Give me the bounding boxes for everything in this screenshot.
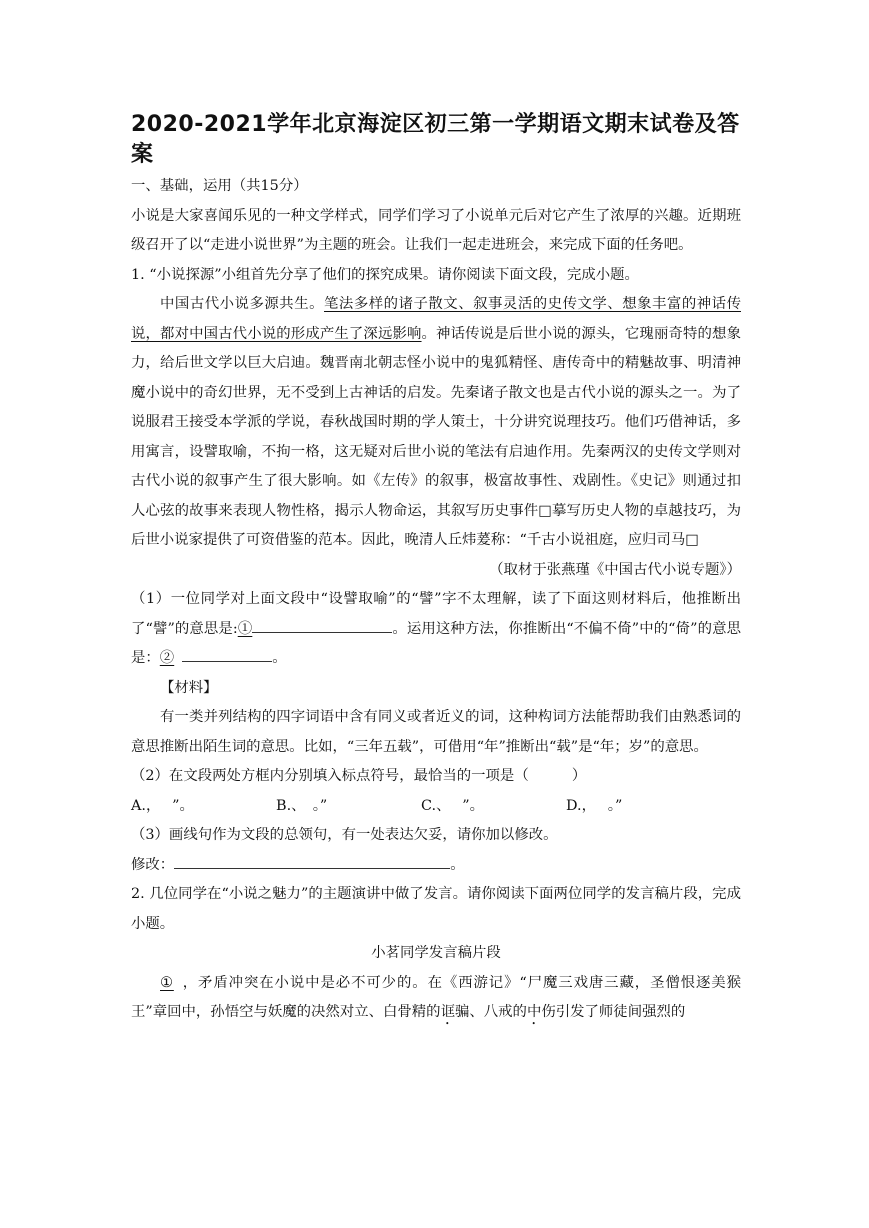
question-1-prompt: 1. “小说探源”小组首先分享了他们的探究成果。请你阅读下面文段，完成小题。 (131, 266, 639, 283)
intro-paragraph: 小说是大家喜闻乐见的一种文学样式，同学们学习了小说单元后对它产生了浓厚的兴趣。近期班级召开了以“走进小说世界”为主题的班会。让我们一起走进班会，来完成下面的任务吧。 (131, 207, 741, 253)
revise-line (131, 851, 741, 881)
sub-question-1-end: 。 (272, 650, 287, 666)
circle-mark-1: ① (237, 620, 253, 637)
underlined-topic-sentence: 笔法多样的诸子散文、叙事灵活的史传文学、想象丰富的神话传说，都对中国古代小说的形成产生了深远影响 (131, 296, 741, 342)
sub-question-1-text-a: （1）一位同学对上面文段中“设譬取喻”的“譬”字不太理解，读了下面这则材料后，他推断出了“譬”的意思是: (131, 591, 741, 637)
passage-start: 中国古代小说多源共生。 (160, 296, 325, 312)
option-c[interactable]: C.、 ”。 (421, 797, 484, 814)
dotted-char-1: 诓 (440, 1004, 455, 1020)
circle-mark-3: ① (160, 974, 174, 991)
revise-label: 修改： (131, 856, 175, 873)
sub-question-1-text-b: 。运用这种方法，你推断出“不偏不倚”中的“倚”的意思是： (131, 620, 741, 666)
material-text: 有一类并列结构的四字词语中含有同义或者近义的词，这种构词方法能帮助我们由熟悉词的意思推断出陌生词的意思。比如，“三年五载”，可借用“年”推断出“载”是“年；岁”的意思。 (131, 709, 741, 755)
revise-end: 。 (450, 856, 465, 873)
option-a[interactable]: A.， ”。 (131, 797, 194, 814)
sub-question-2: （2）在文段两处方框内分别填入标点符号，最恰当的一项是（ ） (131, 768, 587, 784)
revise-blank[interactable] (174, 854, 450, 869)
material-label: 【材料】 (160, 679, 218, 696)
answer-blank-1[interactable] (252, 618, 392, 633)
circle-mark-2: ② (159, 650, 175, 666)
question-2-prompt: 2. 几位同学在“小说之魅力”的主题演讲中做了发言。请你阅读下面两位同学的发言稿片段，完成小题。 (131, 886, 741, 932)
sub-question-3: （3）画线句作为文段的总领句，有一处表达欠妥，请你加以修改。 (131, 827, 558, 843)
speech-text-c: 伤引发了师徒间强烈的 (541, 1004, 686, 1020)
document-title: 2020-2021学年北京海淀区初三第一学期语文期末试卷及答案 (131, 112, 740, 167)
sub-question-1 (131, 585, 741, 674)
answer-blank-2[interactable] (182, 647, 272, 662)
speech-heading: 小茗同学发言稿片段 (371, 945, 501, 961)
dotted-char-2: 中 (526, 1004, 542, 1020)
option-b[interactable]: B.、 。” (276, 797, 328, 814)
passage-paragraph (131, 290, 741, 556)
document-content (131, 110, 741, 1028)
passage-source: （取材于张燕瑾《中国古代小说专题》） (489, 561, 741, 578)
section-heading: 一、基础，运用（共15分） (131, 178, 308, 194)
answer-options (131, 792, 741, 822)
option-d[interactable]: D.， 。” (566, 797, 623, 814)
passage-rest: 。神话传说是后世小说的源头，它瑰丽奇特的想象力，给后世文学以巨大启迪。魏晋南北朝志怪小说中的鬼狐精怪、唐传奇中的精魅故事、明清神魔小说中的奇幻世界，无不受到上古神话的启发。先秦诸子散文也是古代小说的源头之一。为了说服君王接受本学派的学说，春秋战国时期的学人策士，十分讲究说理技巧。他们巧借神话，多用寓言，设譬取喻，不拘一格，这无疑对后世小说的笔法有启迪作用。先秦两汉的史传文学则对古代小说的叙事产生了很大影响。如《左传》的叙事，极富故事性、戏剧性。《史记》则通过扣人心弦的故事来表现人物性格，揭示人物命运，其叙写历史事件□摹写历史人物的卓越技巧，为后世小说家提供了可资借鉴的范本。因此，晚清人丘炜萲称：“千古小说祖庭，应归司马□ (131, 325, 741, 548)
speech-text-a: ，矛盾冲突在小说中是必不可少的。在《西游记》“尸魔三戏唐三藏，圣僧恨逐美猴王”章回中，孙悟空与妖魔的决然对立、白骨精的 (131, 974, 741, 1020)
speech-paragraph (131, 969, 741, 1029)
speech-text-b: 骗、八戒的 (454, 1004, 527, 1020)
